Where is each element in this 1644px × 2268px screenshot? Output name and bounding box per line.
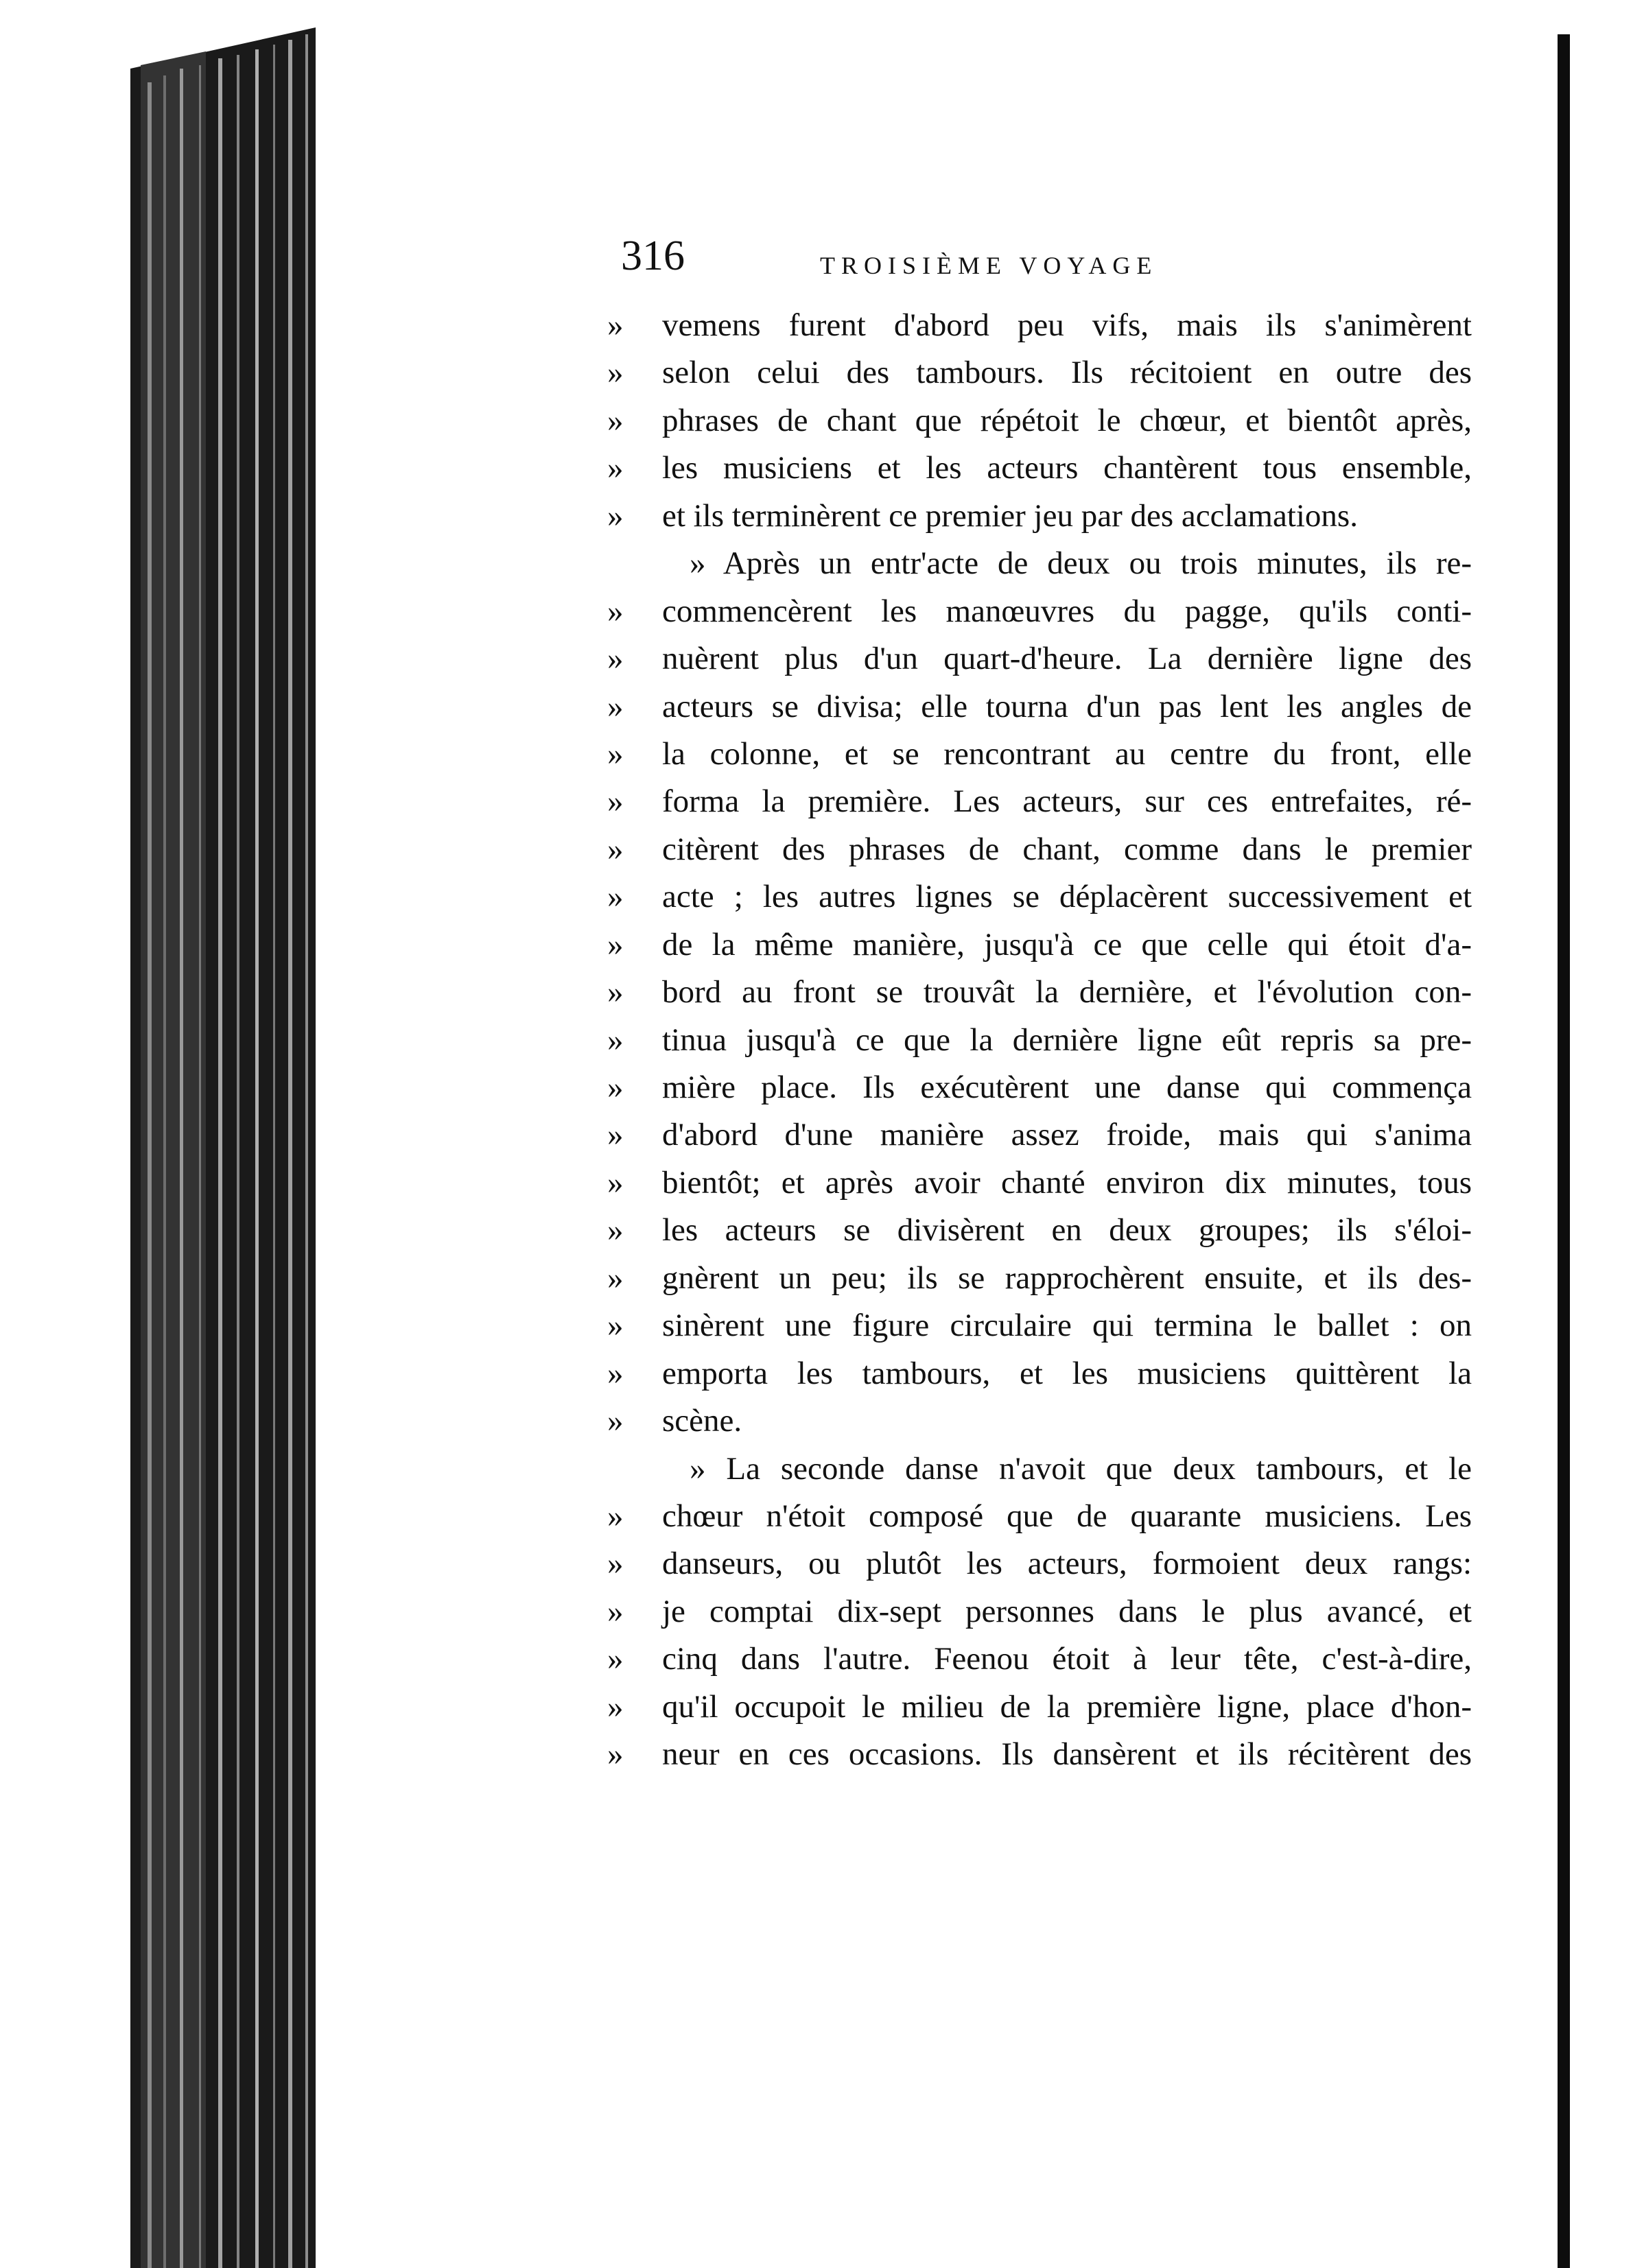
line-text: » La seconde danse n'avoit que deux tambours, et le xyxy=(690,1450,1472,1487)
line-text: danseurs, ou plutôt les acteurs, formoient deux rangs: xyxy=(662,1546,1472,1582)
line-text: chœur n'étoit composé que de quarante musiciens. Les xyxy=(662,1498,1472,1534)
line-quote-mark: » xyxy=(607,1688,624,1725)
line-quote-mark: » xyxy=(607,1641,624,1677)
text-line xyxy=(607,1064,1472,1111)
line-quote-mark: » xyxy=(607,641,624,677)
text-line xyxy=(607,1731,1472,1778)
line-text: citèrent des phrases de chant, comme dans le premier xyxy=(662,831,1472,867)
line-quote-mark: » xyxy=(607,1117,624,1153)
text-line xyxy=(607,302,1472,349)
line-quote-mark: » xyxy=(607,450,624,486)
line-quote-mark: » xyxy=(607,1021,624,1058)
text-line xyxy=(607,493,1472,540)
line-quote-mark: » xyxy=(607,1308,624,1344)
text-line xyxy=(607,826,1472,873)
line-text: nuèrent plus d'un quart-d'heure. La dernière ligne des xyxy=(662,641,1472,677)
line-text: emporta les tambours, et les musiciens quittèrent la xyxy=(662,1355,1472,1391)
line-text: d'abord d'une manière assez froide, mais qui s'anima xyxy=(662,1117,1472,1153)
line-quote-mark: » xyxy=(607,402,624,438)
page-number: 316 xyxy=(621,233,685,279)
line-text: les musiciens et les acteurs chantèrent tous ensemble, xyxy=(662,450,1472,486)
text-line xyxy=(607,1540,1472,1587)
line-text: vemens furent d'abord peu vifs, mais ils s'animèrent xyxy=(662,307,1472,343)
text-line xyxy=(607,1207,1472,1254)
text-line xyxy=(607,969,1472,1016)
text-line xyxy=(607,588,1472,635)
right-gutter xyxy=(1558,34,1644,2268)
line-text: acte ; les autres lignes se déplacèrent successivement et xyxy=(662,879,1472,915)
line-quote-mark: » xyxy=(607,1736,624,1773)
line-quote-mark: » xyxy=(607,1546,624,1582)
text-line xyxy=(607,349,1472,397)
line-text: mière place. Ils exécutèrent une danse qui commença xyxy=(662,1070,1472,1105)
line-text: commencèrent les manœuvres du pagge, qu'ils conti- xyxy=(662,593,1472,629)
text-line xyxy=(607,1397,1472,1445)
line-quote-mark: » xyxy=(607,1164,624,1201)
line-text: la colonne, et se rencontrant au centre du front, elle xyxy=(662,735,1472,772)
line-text: acteurs se divisa; elle tourna d'un pas lent les angles de xyxy=(662,688,1472,724)
line-text: bientôt; et après avoir chanté environ dix minutes, tous xyxy=(662,1164,1472,1201)
line-text: les acteurs se divisèrent en deux groupes; ils s'éloi- xyxy=(662,1212,1472,1249)
text-line xyxy=(607,1255,1472,1302)
line-text: de la même manière, jusqu'à ce que celle qui étoit d'a- xyxy=(662,926,1472,962)
text-line xyxy=(607,1302,1472,1349)
line-text: bord au front se trouvât la dernière, et l'évolution con- xyxy=(662,974,1472,1011)
line-quote-mark: » xyxy=(607,1260,624,1296)
text-line xyxy=(607,921,1472,969)
text-line xyxy=(607,683,1472,731)
line-quote-mark: » xyxy=(607,1355,624,1391)
line-quote-mark: » xyxy=(607,783,624,820)
line-quote-mark: » xyxy=(607,831,624,867)
running-head: TROISIÈME VOYAGE xyxy=(820,252,1158,279)
line-quote-mark: » xyxy=(607,307,624,343)
line-text: sinèrent une figure circulaire qui termina le ballet : on xyxy=(662,1308,1472,1344)
line-quote-mark: » xyxy=(607,497,624,534)
text-line xyxy=(607,1111,1472,1159)
book-page-edges xyxy=(130,27,316,2268)
text-line xyxy=(607,873,1472,921)
line-text: forma la première. Les acteurs, sur ces entrefaites, ré- xyxy=(662,783,1472,820)
text-line xyxy=(607,1159,1472,1207)
line-quote-mark: » xyxy=(607,735,624,772)
line-quote-mark: » xyxy=(607,688,624,724)
line-text: tinua jusqu'à ce que la dernière ligne eût repris sa pre- xyxy=(662,1021,1472,1058)
line-quote-mark: » xyxy=(607,879,624,915)
text-line xyxy=(607,1684,1472,1731)
line-quote-mark: » xyxy=(607,1498,624,1534)
line-quote-mark: » xyxy=(607,1593,624,1629)
text-line xyxy=(607,445,1472,492)
text-line xyxy=(607,1635,1472,1683)
text-line xyxy=(607,1350,1472,1397)
line-text: scène. xyxy=(662,1403,742,1439)
line-text: » Après un entr'acte de deux ou trois minutes, ils re- xyxy=(690,545,1472,582)
line-quote-mark: » xyxy=(607,355,624,391)
text-line xyxy=(607,778,1472,825)
line-text: je comptai dix-sept personnes dans le plus avancé, et xyxy=(662,1593,1472,1629)
line-text: gnèrent un peu; ils se rapprochèrent ensuite, et ils des- xyxy=(662,1260,1472,1296)
text-line xyxy=(607,635,1472,683)
line-quote-mark: » xyxy=(607,926,624,962)
text-line xyxy=(607,1588,1472,1635)
text-line xyxy=(607,1445,1472,1493)
line-text: neur en ces occasions. Ils dansèrent et ils récitèrent des xyxy=(662,1736,1472,1773)
body-text xyxy=(607,302,1472,1779)
page-header xyxy=(621,232,1465,307)
line-quote-mark: » xyxy=(607,1212,624,1249)
text-line xyxy=(607,1493,1472,1540)
line-text: selon celui des tambours. Ils récitoient en outre des xyxy=(662,355,1472,391)
line-quote-mark: » xyxy=(607,1070,624,1105)
line-quote-mark: » xyxy=(607,1403,624,1439)
text-line xyxy=(607,1017,1472,1064)
line-text: qu'il occupoit le milieu de la première ligne, place d'hon- xyxy=(662,1688,1472,1725)
line-text: phrases de chant que répétoit le chœur, et bientôt après, xyxy=(662,402,1472,438)
line-text: cinq dans l'autre. Feenou étoit à leur tête, c'est-à-dire, xyxy=(662,1641,1472,1677)
text-line xyxy=(607,731,1472,778)
line-quote-mark: » xyxy=(607,974,624,1011)
text-line xyxy=(607,540,1472,587)
text-line xyxy=(607,397,1472,445)
line-quote-mark: » xyxy=(607,593,624,629)
line-text: et ils terminèrent ce premier jeu par des acclamations. xyxy=(662,497,1358,534)
